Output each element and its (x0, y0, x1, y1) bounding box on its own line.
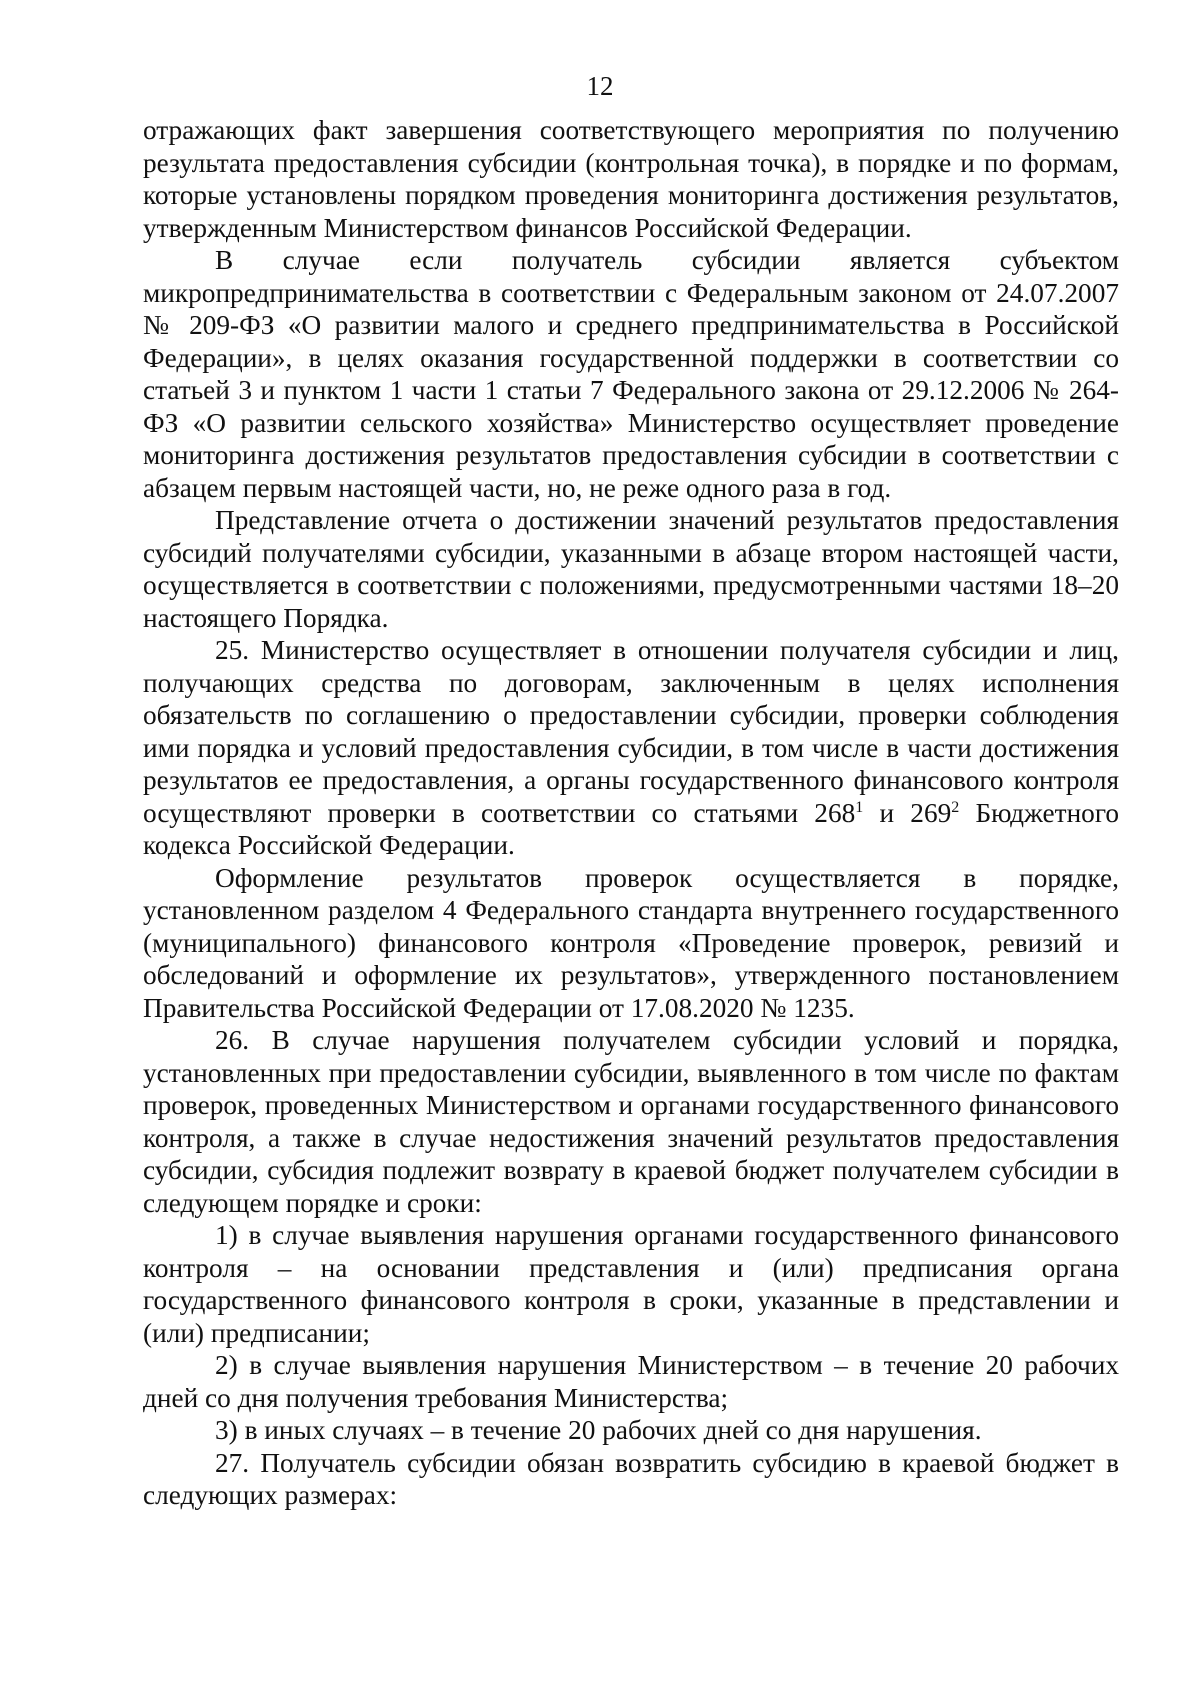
item-25-text: 25. Министерство осуществляет в отношении получателя субсидии и лиц, получающих средства по договорам, заключенным в целях исполнения обязательств по соглашению о предоставлении субсидии, проверки соблюдения ими порядка и условий предоставления субсидии, в том числе в части достижения результатов ее предоставления, а органы государственного финансового контроля осуществляют проверки в соответствии со статьями 268 (143, 635, 1119, 828)
item-25-text-continued: и 269 (863, 797, 952, 828)
paragraph-item-26: 26. В случае нарушения получателем субсидии условий и порядка, установленных при предоставлении субсидии, выявленного в том числе по фактам проверок, проведенных Министерством и органами государственного финансового контроля, а также в случае недостижения значений результатов предоставления субсидии, субсидия подлежит возврату в краевой бюджет получателем субсидии в следующем порядке и сроки: (143, 1025, 1119, 1218)
paragraph-inspection-results: Оформление результатов проверок осуществляется в порядке, установленном разделом 4 Федерального стандарта внутреннего государственного (муниципального) финансового контроля «Проведение проверок, ревизий и обследований и оформление их результатов», утвержденного постановлением Правительства Российской Федерации от 17.08.2020 № 1235. (143, 862, 1119, 1023)
superscript-1: 1 (855, 798, 864, 816)
item-25-text-end: Бюджетного кодекса Российской Федерации. (143, 797, 1119, 860)
paragraph-item-25 (143, 634, 1119, 862)
list-item-1: 1) в случае выявления нарушения органами государственного финансового контроля – на основании представления и (или) предписания органа государственного финансового контроля в сроки, указанные в представлении и (или) предписании; (143, 1220, 1119, 1348)
page-number: 12 (586, 71, 614, 101)
paragraph-continuation: отражающих факт завершения соответствующего мероприятия по получению результата предоставления субсидии (контрольная точка), в порядке и по формам, которые установлены порядком проведения мониторинга достижения результатов, утвержденным Министерством финансов Российской Федерации. (143, 115, 1119, 243)
paragraph-report-submission: Представление отчета о достижении значений результатов предоставления субсидий получателями субсидии, указанными в абзаце втором настоящей части, осуществляется в соответствии с положениями, предусмотренными частями 18–20 настоящего Порядка. (143, 505, 1119, 633)
paragraph-item-27: 27. Получатель субсидии обязан возвратить субсидию в краевой бюджет в следующих размерах: (143, 1447, 1119, 1510)
paragraph-microenterprise-monitoring: В случае если получатель субсидии является субъектом микропредпринимательства в соответствии с Федеральным законом от 24.07.2007 № 209-ФЗ «О развитии малого и среднего предпринимательства в Российской Федерации», в целях оказания государственной поддержки в соответствии со статьей 3 и пунктом 1 части 1 статьи 7 Федерального закона от 29.12.2006 № 264-ФЗ «О развитии сельского хозяйства» Министерство осуществляет проведение мониторинга достижения результатов предоставления субсидии в соответствии с абзацем первым настоящей части, но, не реже одного раза в год. (143, 245, 1119, 503)
list-item-3: 3) в иных случаях – в течение 20 рабочих дней со дня нарушения. (215, 1415, 982, 1445)
document-body (143, 114, 1119, 1512)
superscript-2: 2 (951, 798, 960, 816)
list-item-2: 2) в случае выявления нарушения Министерством – в течение 20 рабочих дней со дня получения требования Министерства; (143, 1350, 1119, 1413)
